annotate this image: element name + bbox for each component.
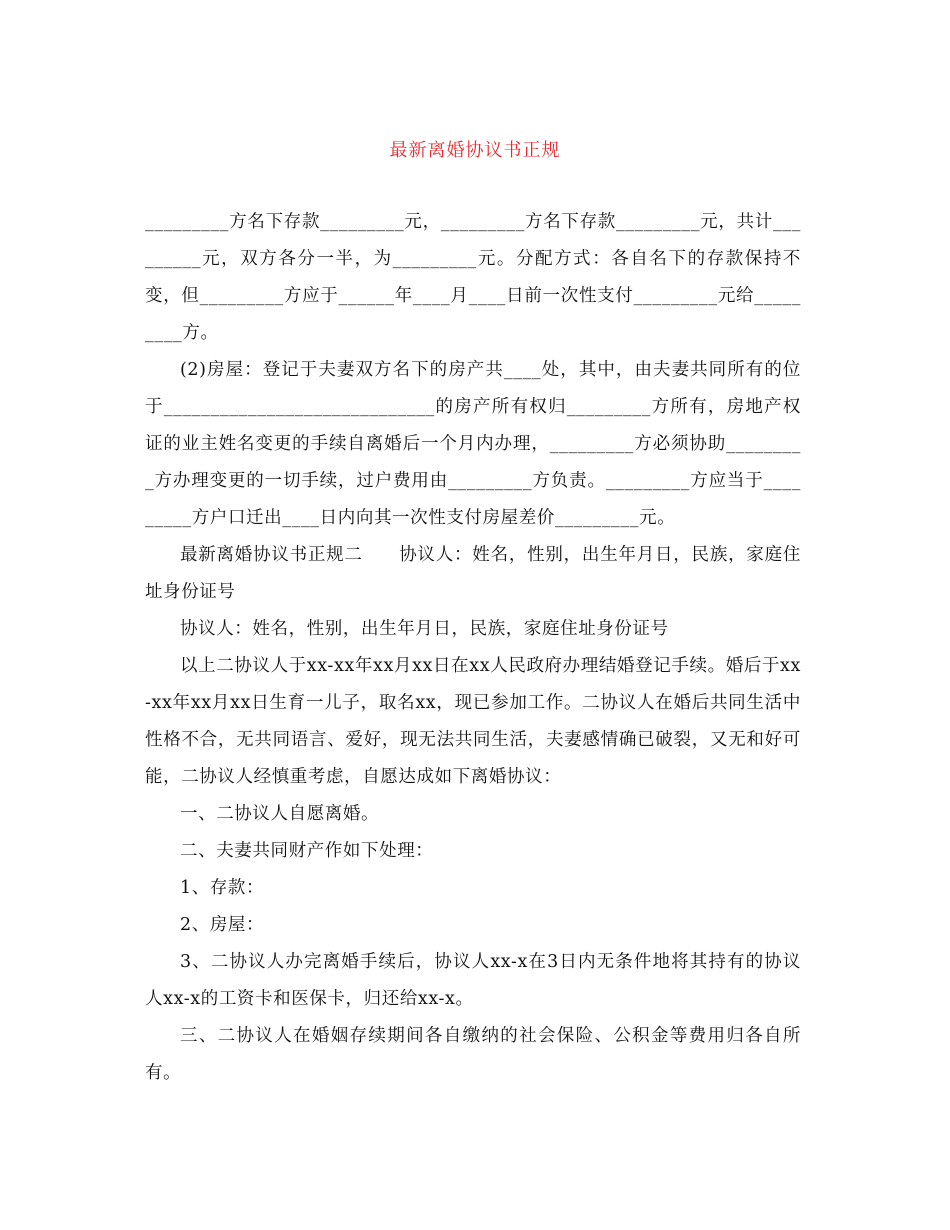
paragraph-background: 以上二协议人于xx-xx年xx月xx日在xx人民政府办理结婚登记手续。婚后于xx-xx年xx月xx日生育一儿子，取名xx，现已参加工作。二协议人在婚后共同生活中性格不合，无共同语言、爱好，现无法共同生活，夫妻感情确已破裂，又无和好可能，二协议人经慎重考虑，自愿达成如下离婚协议： (145, 656, 801, 787)
paragraph-party-two: 协议人：姓名，性别，出生年月日，民族，家庭住址身份证号 (180, 619, 669, 639)
document-title: 最新离婚协议书正规 (389, 140, 561, 161)
paragraph-item-cards: 3、二协议人办完离婚手续后，协议人xx-x在3日内无条件地将其持有的协议人xx-x的工资卡和医保卡，归还给xx-x。 (145, 952, 801, 1009)
paragraph-part-two-header: 最新离婚协议书正规二 协议人：姓名，性别，出生年月日，民族，家庭住址身份证号 (145, 545, 801, 602)
paragraph-clause-1: 一、二协议人自愿离婚。 (180, 804, 380, 824)
paragraph-savings: _________方名下存款_________元，_________方名下存款_________元，共计_________元，双方各分一半，为_________元。分配方式：各自名下的存款保持不变，但_________方应于______年____月____日前一次性支付_________元给_________方。 (145, 212, 801, 343)
paragraph-house: (2)房屋：登记于夫妻双方名下的房产共____处，其中，由夫妻共同所有的位于_____________________________的房产所有权归_________方所有，房地产权证的业主姓名变更的手续自离婚后一个月内办理，_________方必须协助_________方办理变更的一切手续，过户费用由_________方负责。_________方应当于_________方户口迁出____日内向其一次性支付房屋差价_________元。 (145, 360, 801, 528)
paragraph-item-house: 2、房屋： (180, 915, 265, 935)
paragraph-item-savings: 1、存款： (180, 878, 265, 898)
document-body (145, 204, 801, 1092)
paragraph-clause-2: 二、夫妻共同财产作如下处理： (180, 841, 434, 861)
paragraph-clause-3: 三、二协议人在婚姻存续期间各自缴纳的社会保险、公积金等费用归各自所有。 (145, 1026, 801, 1083)
